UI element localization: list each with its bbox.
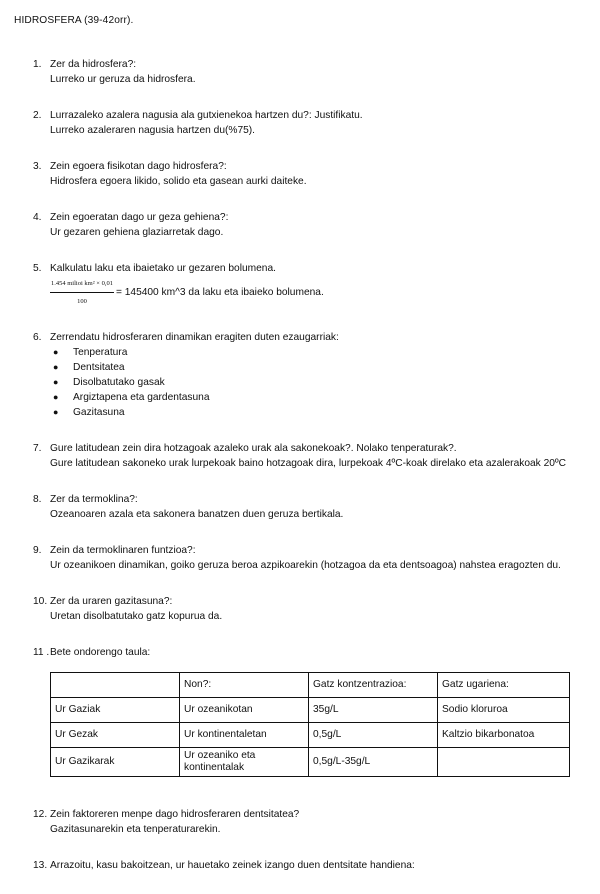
bullet-icon: ● [53,392,59,402]
answer-text: Lurreko ur geruza da hidrosfera. [50,74,196,85]
table-cell: Ur kontinentaletan [180,723,309,748]
question-number: 2. [33,110,42,121]
answer-text: Gazitasunarekin eta tenperaturarekin. [50,824,221,835]
question-6 [33,330,573,420]
question-text: Zein egoeratan dago ur geza gehiena?: [50,212,229,223]
document-title: HIDROSFERA (39-42orr). [14,15,134,26]
question-2 [33,108,573,138]
question-9 [33,543,573,573]
answer-text: Ur ozeanikoen dinamikan, goiko geruza beroa azpikoarekin (hotzagoa da eta dentsoagoa) nahstea eragozten du. [50,560,561,571]
table-cell [438,748,570,777]
question-list [33,57,573,894]
table-cell: 0,5g/L [309,723,438,748]
question-number: 4. [33,212,42,223]
table-header-cell: Gatz ugariena: [438,673,570,698]
bullet-icon: ● [53,407,59,417]
answer-text: Uretan disolbatutako gatz kopurua da. [50,611,223,622]
table-header-cell [51,673,180,698]
question-12 [33,807,573,837]
fraction-numerator: 1.454 milioi km² × 0,01 [50,276,114,293]
question-number: 11 . [33,647,50,658]
list-item: ● Dentsitatea [50,360,573,375]
question-5 [33,261,573,309]
question-number: 10. [33,596,48,607]
question-text: Zein da termoklinaren funtzioa?: [50,545,196,556]
table-row [51,748,570,777]
question-text: Arrazoitu, kasu bakoitzean, ur hauetako zeinek izango duen dentsitate handiena: [50,860,415,871]
question-number: 8. [33,494,42,505]
question-8 [33,492,573,522]
table-cell: Sodio kloruroa [438,698,570,723]
question-11 [33,645,573,777]
fraction-denominator: 100 [77,298,87,305]
formula-line [33,276,573,309]
question-13 [33,858,573,873]
fraction [50,276,114,309]
bullet-icon: ● [53,377,59,387]
table-cell: Ur Gazikarak [51,748,180,777]
question-10 [33,594,573,624]
question-text: Zerrendatu hidrosferaren dinamikan eragiten duten ezaugarriak: [50,332,339,343]
list-item: ● Disolbatutako gasak [50,375,573,390]
question-number: 6. [33,332,42,343]
table-cell: Ur ozeanikotan [180,698,309,723]
question-number: 7. [33,443,42,454]
question-number: 9. [33,545,42,556]
table-header-row [51,673,570,698]
question-4 [33,210,573,240]
table-cell: Ur Gaziak [51,698,180,723]
question-1 [33,57,573,87]
answer-text: Ozeanoaren azala eta sakonera banatzen duen geruza bertikala. [50,509,344,520]
question-text: Zein faktoreren menpe dago hidrosferaren dentsitatea? [50,809,300,820]
question-text: Zer da termoklina?: [50,494,138,505]
question-number: 3. [33,161,42,172]
question-text: Kalkulatu laku eta ibaietako ur gezaren bolumena. [50,263,276,274]
question-number: 5. [33,263,42,274]
question-number: 12. [33,809,48,820]
table-cell: 0,5g/L-35g/L [309,748,438,777]
question-number: 13. [33,860,48,871]
answer-text: Hidrosfera egoera likido, solido eta gasean aurki daiteke. [50,176,307,187]
list-item: ● Gazitasuna [50,405,573,420]
question-text: Gure latitudean zein dira hotzagoak azaleko urak ala sakonekoak?. Nolako tenperaturak?. [50,443,457,454]
table-cell: 35g/L [309,698,438,723]
bullet-icon: ● [53,362,59,372]
question-number: 1. [33,59,42,70]
bullet-icon: ● [53,347,59,357]
table-header-cell: Gatz kontzentrazioa: [309,673,438,698]
bullet-list [50,345,573,420]
question-3 [33,159,573,189]
table-cell: Ur Gezak [51,723,180,748]
question-text: Bete ondorengo taula: [50,647,151,658]
table-cell: Ur ozeaniko eta kontinentalak [180,748,309,777]
table-cell: Kaltzio bikarbonatoa [438,723,570,748]
question-text: Lurrazaleko azalera nagusia ala gutxienekoa hartzen du?: Justifikatu. [50,110,363,121]
question-7 [33,441,573,471]
list-item: ● Tenperatura [50,345,573,360]
water-types-table [50,672,570,777]
table-header-cell: Non?: [180,673,309,698]
list-item: ● Argiztapena eta gardentasuna [50,390,573,405]
table-row [51,723,570,748]
question-text: Zein egoera fisikotan dago hidrosfera?: [50,161,227,172]
question-text: Zer da hidrosfera?: [50,59,137,70]
question-text: Zer da uraren gazitasuna?: [50,596,173,607]
answer-text: Gure latitudean sakoneko urak lurpekoak baino hotzagoak dira, lurpekoak 4ºC-koak direlako eta azalerakoak 20ºC [50,458,566,469]
answer-text: = 145400 km^3 da laku eta ibaieko bolumena. [115,287,324,298]
answer-text: Lurreko azaleraren nagusia hartzen du(%75). [50,125,256,136]
answer-text: Ur gezaren gehiena glaziarretak dago. [50,227,224,238]
table-row [51,698,570,723]
